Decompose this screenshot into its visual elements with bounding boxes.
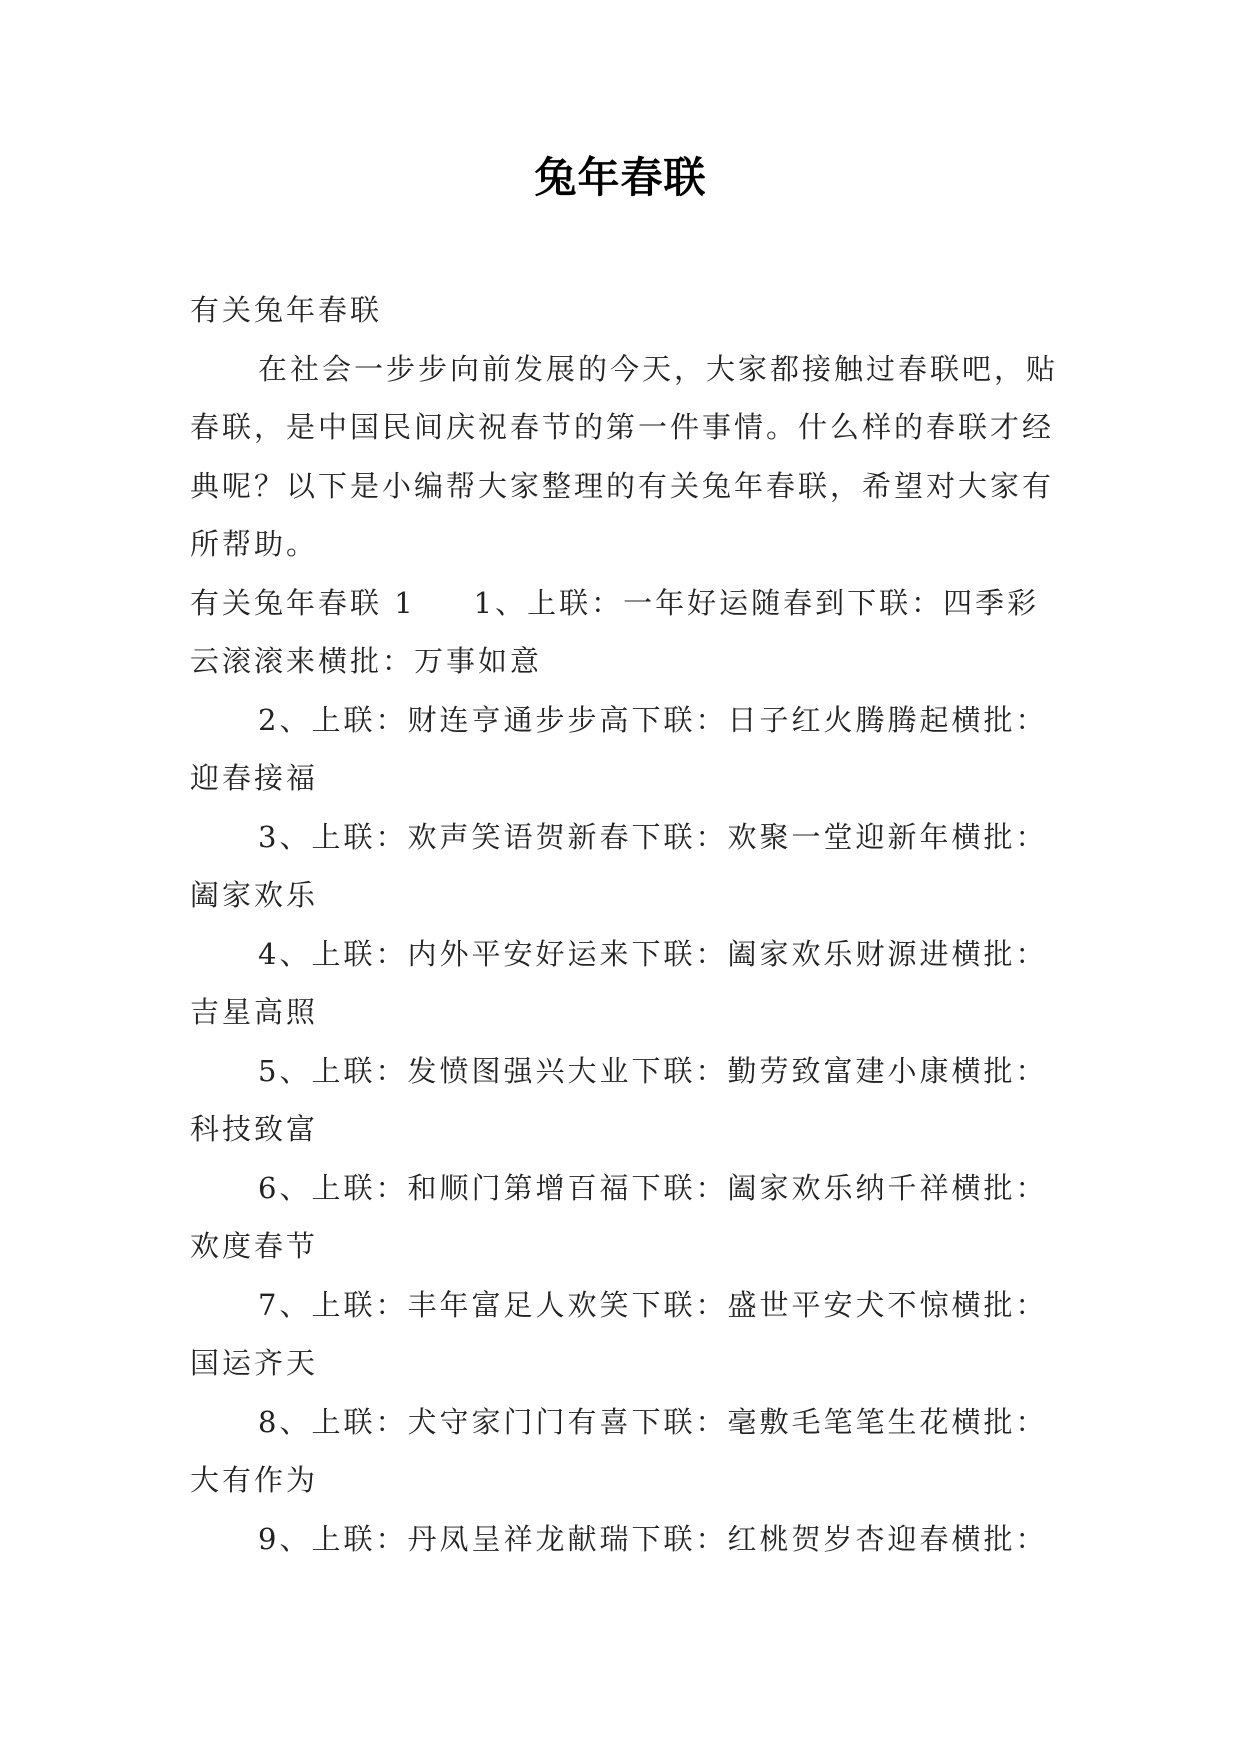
subtitle: 有关兔年春联 bbox=[190, 293, 383, 327]
couplet-item: 7、上联：丰年富足人欢笑下联：盛世平安犬不惊横批：国运齐天 bbox=[190, 1287, 1048, 1380]
document-title: 兔年春联 bbox=[534, 153, 707, 202]
couplet-item: 9、上联：丹凤呈祥龙献瑞下联：红桃贺岁杏迎春横批： bbox=[258, 1521, 1048, 1556]
couplet-item bbox=[190, 574, 1070, 691]
couplet-item: 4、上联：内外平安好运来下联：阖家欢乐财源进横批：吉星高照 bbox=[190, 936, 1048, 1029]
couplet-text: 1、上联：一年好运随春到下联：四季彩云滚滚来横批：万事如意 bbox=[190, 585, 1040, 678]
couplet-item: 6、上联：和顺门第增百福下联：阖家欢乐纳千祥横批：欢度春节 bbox=[190, 1170, 1048, 1263]
section-heading: 有关兔年春联 1 bbox=[190, 585, 416, 620]
document-body bbox=[190, 281, 1070, 1568]
intro-paragraph: 在社会一步步向前发展的今天，大家都接触过春联吧，贴春联，是中国民间庆祝春节的第一件事情。什么样的春联才经典呢？以下是小编帮大家整理的有关兔年春联，希望对大家有所帮助。 bbox=[190, 351, 1059, 561]
couplet-item: 5、上联：发愤图强兴大业下联：勤劳致富建小康横批：科技致富 bbox=[190, 1053, 1048, 1146]
couplet-item: 3、上联：欢声笑语贺新春下联：欢聚一堂迎新年横批：阖家欢乐 bbox=[190, 819, 1048, 912]
couplet-item: 8、上联：犬守家门门有喜下联：毫敷毛笔笔生花横批：大有作为 bbox=[190, 1404, 1048, 1497]
couplet-item: 2、上联：财连亨通步步高下联：日子红火腾腾起横批：迎春接福 bbox=[190, 702, 1048, 795]
